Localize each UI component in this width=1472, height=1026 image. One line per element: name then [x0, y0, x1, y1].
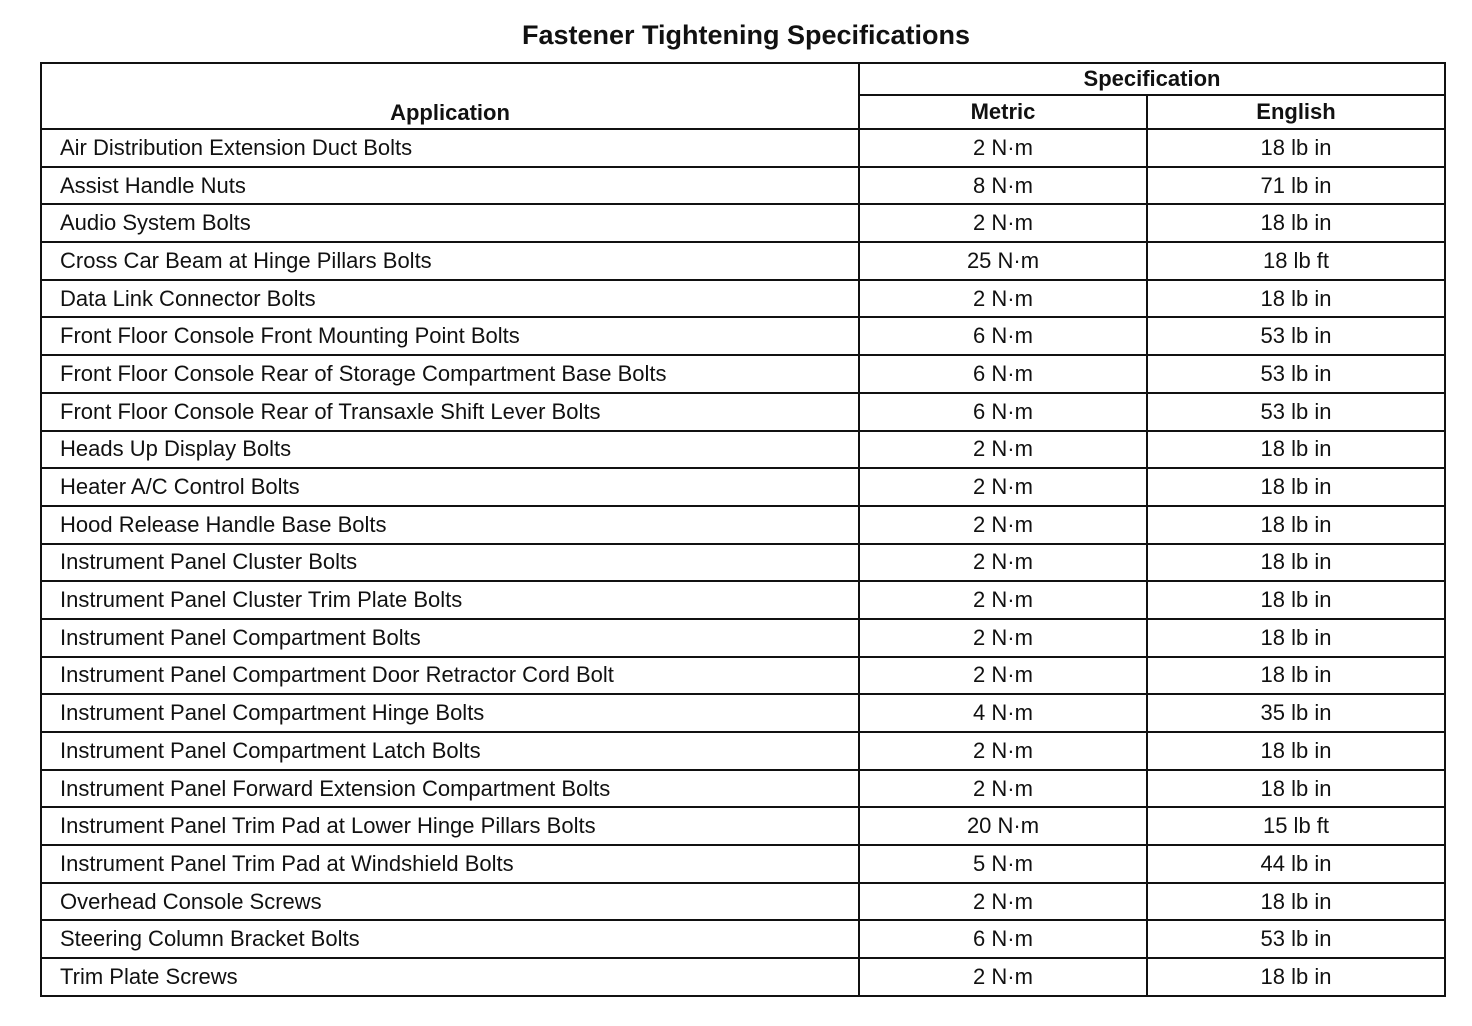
header-specification: Specification	[859, 63, 1445, 95]
metric-cell: 2 N·m	[859, 280, 1147, 318]
application-cell: Instrument Panel Trim Pad at Windshield Bolts	[41, 845, 859, 883]
application-cell: Instrument Panel Cluster Bolts	[41, 544, 859, 582]
application-cell: Instrument Panel Trim Pad at Lower Hinge Pillars Bolts	[41, 807, 859, 845]
metric-cell: 2 N·m	[859, 958, 1147, 996]
application-cell: Assist Handle Nuts	[41, 167, 859, 205]
application-cell: Hood Release Handle Base Bolts	[41, 506, 859, 544]
application-cell: Instrument Panel Compartment Bolts	[41, 619, 859, 657]
table-row	[41, 770, 1445, 808]
metric-cell: 2 N·m	[859, 129, 1147, 167]
metric-cell: 6 N·m	[859, 355, 1147, 393]
english-cell: 18 lb in	[1147, 204, 1445, 242]
english-cell: 53 lb in	[1147, 355, 1445, 393]
metric-cell: 5 N·m	[859, 845, 1147, 883]
table-row	[41, 807, 1445, 845]
application-cell: Overhead Console Screws	[41, 883, 859, 921]
table-row	[41, 544, 1445, 582]
english-cell: 35 lb in	[1147, 694, 1445, 732]
english-cell: 18 lb in	[1147, 770, 1445, 808]
english-cell: 18 lb in	[1147, 732, 1445, 770]
application-cell: Instrument Panel Forward Extension Compartment Bolts	[41, 770, 859, 808]
application-cell: Front Floor Console Rear of Storage Compartment Base Bolts	[41, 355, 859, 393]
metric-cell: 2 N·m	[859, 657, 1147, 695]
table-row	[41, 920, 1445, 958]
metric-cell: 2 N·m	[859, 204, 1147, 242]
table-row	[41, 167, 1445, 205]
metric-cell: 2 N·m	[859, 581, 1147, 619]
metric-cell: 6 N·m	[859, 393, 1147, 431]
application-cell: Heater A/C Control Bolts	[41, 468, 859, 506]
application-cell: Data Link Connector Bolts	[41, 280, 859, 318]
english-cell: 18 lb in	[1147, 280, 1445, 318]
english-cell: 53 lb in	[1147, 393, 1445, 431]
fastener-spec-table	[40, 62, 1446, 997]
english-cell: 18 lb in	[1147, 657, 1445, 695]
application-cell: Instrument Panel Cluster Trim Plate Bolts	[41, 581, 859, 619]
english-cell: 53 lb in	[1147, 920, 1445, 958]
table-row	[41, 393, 1445, 431]
application-cell: Steering Column Bracket Bolts	[41, 920, 859, 958]
table-row	[41, 883, 1445, 921]
application-cell: Audio System Bolts	[41, 204, 859, 242]
english-cell: 71 lb in	[1147, 167, 1445, 205]
english-cell: 18 lb in	[1147, 619, 1445, 657]
english-cell: 18 lb in	[1147, 506, 1445, 544]
application-cell: Instrument Panel Compartment Latch Bolts	[41, 732, 859, 770]
metric-cell: 2 N·m	[859, 506, 1147, 544]
application-cell: Trim Plate Screws	[41, 958, 859, 996]
table-row	[41, 468, 1445, 506]
metric-cell: 2 N·m	[859, 468, 1147, 506]
metric-cell: 20 N·m	[859, 807, 1147, 845]
table-row	[41, 694, 1445, 732]
table-row	[41, 657, 1445, 695]
table-row	[41, 242, 1445, 280]
page-title: Fastener Tightening Specifications	[521, 20, 971, 50]
english-cell: 18 lb ft	[1147, 242, 1445, 280]
metric-cell: 6 N·m	[859, 317, 1147, 355]
table-row	[41, 129, 1445, 167]
english-cell: 15 lb ft	[1147, 807, 1445, 845]
metric-cell: 8 N·m	[859, 167, 1147, 205]
english-cell: 53 lb in	[1147, 317, 1445, 355]
english-cell: 18 lb in	[1147, 431, 1445, 469]
table-row	[41, 317, 1445, 355]
metric-cell: 2 N·m	[859, 619, 1147, 657]
english-cell: 18 lb in	[1147, 581, 1445, 619]
english-cell: 18 lb in	[1147, 129, 1445, 167]
metric-cell: 4 N·m	[859, 694, 1147, 732]
english-cell: 18 lb in	[1147, 544, 1445, 582]
table-row	[41, 958, 1445, 996]
metric-cell: 25 N·m	[859, 242, 1147, 280]
table-row	[41, 280, 1445, 318]
english-cell: 44 lb in	[1147, 845, 1445, 883]
english-cell: 18 lb in	[1147, 958, 1445, 996]
application-cell: Instrument Panel Compartment Hinge Bolts	[41, 694, 859, 732]
table-row	[41, 581, 1445, 619]
table-row	[41, 732, 1445, 770]
header-metric: Metric	[859, 95, 1147, 129]
application-cell: Front Floor Console Front Mounting Point Bolts	[41, 317, 859, 355]
metric-cell: 2 N·m	[859, 883, 1147, 921]
application-cell: Cross Car Beam at Hinge Pillars Bolts	[41, 242, 859, 280]
header-application: Application	[41, 63, 859, 129]
metric-cell: 2 N·m	[859, 732, 1147, 770]
header-english: English	[1147, 95, 1445, 129]
metric-cell: 6 N·m	[859, 920, 1147, 958]
application-cell: Instrument Panel Compartment Door Retractor Cord Bolt	[41, 657, 859, 695]
metric-cell: 2 N·m	[859, 770, 1147, 808]
table-row	[41, 431, 1445, 469]
table-row	[41, 355, 1445, 393]
english-cell: 18 lb in	[1147, 883, 1445, 921]
metric-cell: 2 N·m	[859, 544, 1147, 582]
english-cell: 18 lb in	[1147, 468, 1445, 506]
application-cell: Heads Up Display Bolts	[41, 431, 859, 469]
table-row	[41, 845, 1445, 883]
application-cell: Air Distribution Extension Duct Bolts	[41, 129, 859, 167]
metric-cell: 2 N·m	[859, 431, 1147, 469]
table-row	[41, 619, 1445, 657]
table-row	[41, 506, 1445, 544]
table-row	[41, 204, 1445, 242]
application-cell: Front Floor Console Rear of Transaxle Shift Lever Bolts	[41, 393, 859, 431]
